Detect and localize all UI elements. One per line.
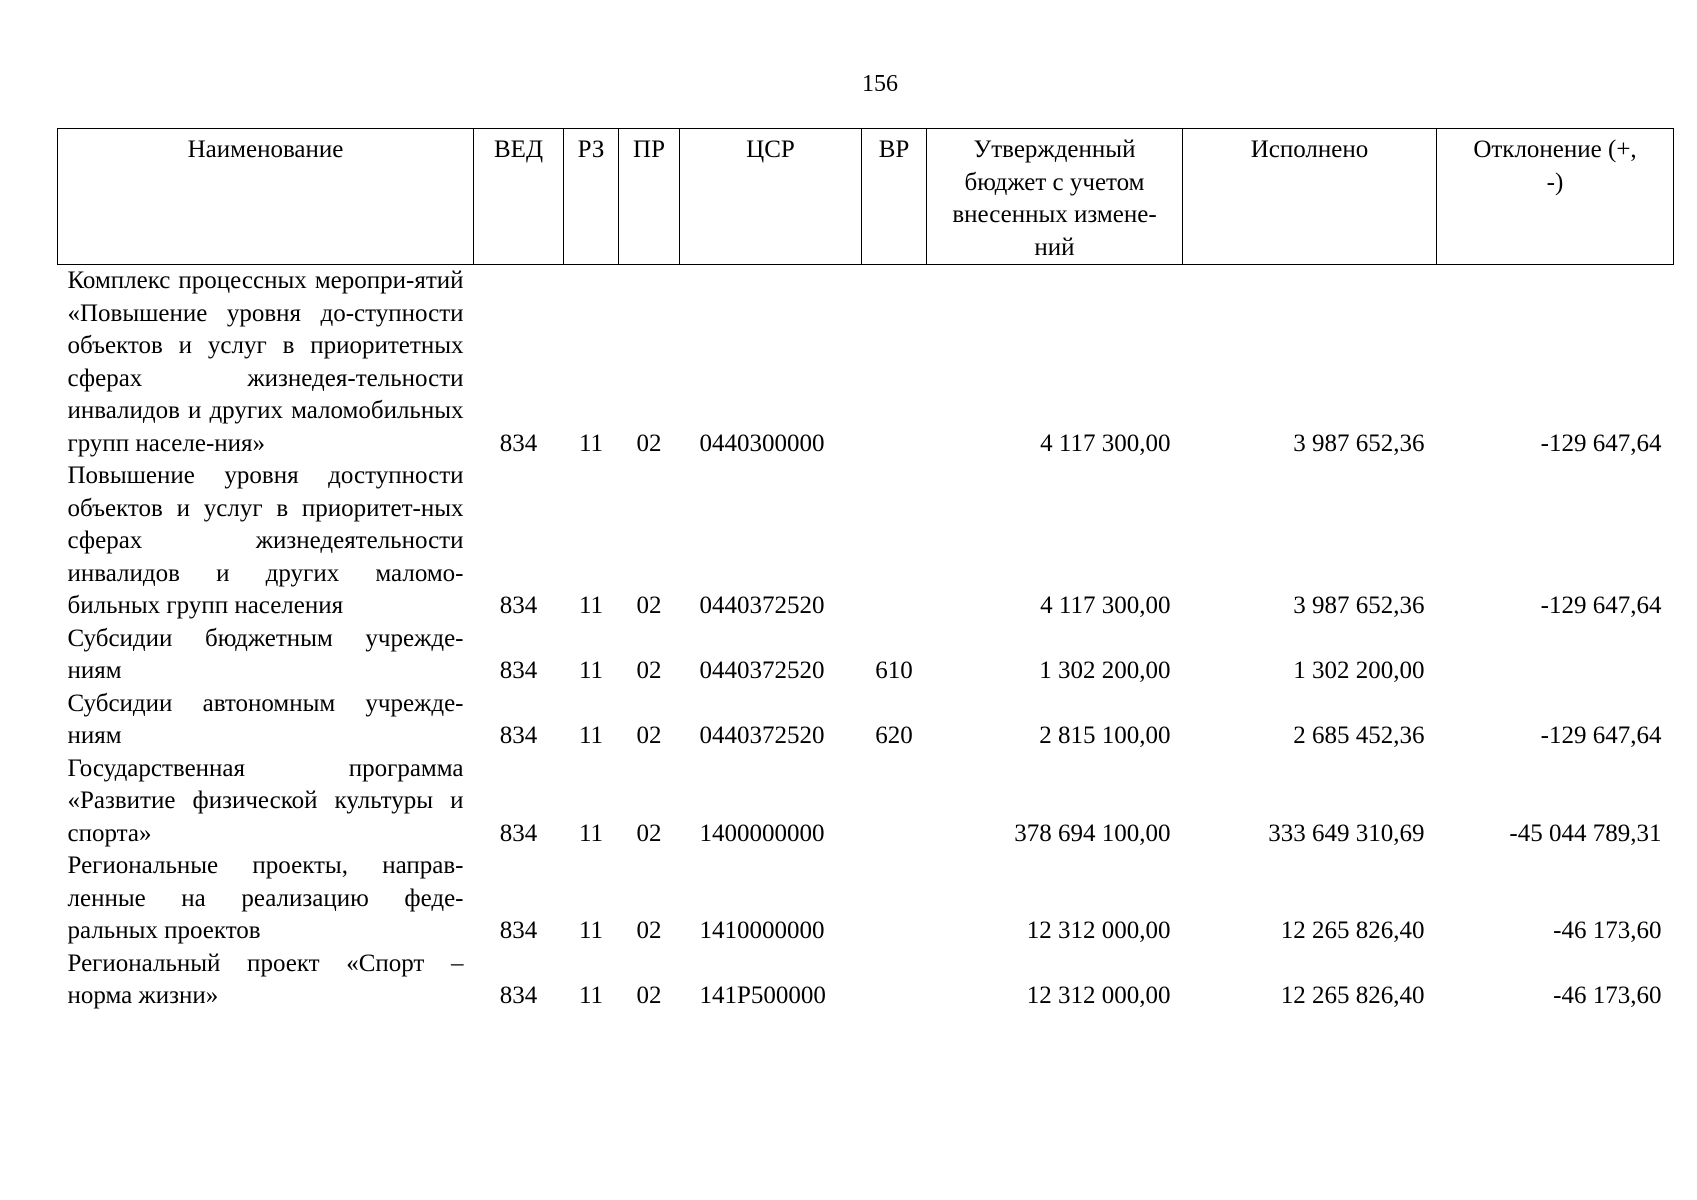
row-rz: 11	[578, 819, 604, 847]
row-pr: 02	[636, 657, 662, 684]
row-executed: 1 302 200,00	[1293, 657, 1425, 684]
table-row	[58, 948, 1674, 1013]
header-vr: ВР	[862, 129, 927, 265]
row-rz: 11	[578, 982, 604, 1009]
table-row	[58, 460, 1674, 623]
row-executed: 12 265 826,40	[1280, 917, 1425, 944]
row-approved: 12 312 000,00	[1026, 917, 1171, 944]
row-ved: 834	[499, 819, 538, 847]
row-approved: 12 312 000,00	[1026, 982, 1171, 1009]
row-executed: 3 987 652,36	[1293, 592, 1425, 619]
row-pr: 02	[636, 917, 662, 944]
header-csr: ЦСР	[680, 129, 862, 265]
row-rz: 11	[578, 722, 604, 749]
row-executed: 12 265 826,40	[1280, 982, 1425, 1009]
row-name: Комплекс процессных меропри-ятий «Повышение уровня до-ступности объектов и услуг в приоритетных сферах жизнедея-тельности инвалидов и других маломобильных групп населе-ния»	[67, 267, 464, 457]
row-vr	[862, 460, 927, 623]
table-row	[58, 753, 1674, 851]
row-vr	[862, 265, 927, 461]
row-csr: 1410000000	[699, 917, 825, 944]
row-approved: 1 302 200,00	[1039, 657, 1171, 684]
table-row	[58, 265, 1674, 461]
row-pr: 02	[636, 592, 662, 619]
table-body	[58, 265, 1674, 1013]
row-deviation: -129 647,64	[1540, 429, 1662, 457]
row-rz: 11	[578, 917, 604, 944]
row-deviation: -45 044 789,31	[1509, 819, 1662, 847]
row-approved: 4 117 300,00	[1040, 592, 1171, 619]
row-approved: 4 117 300,00	[1040, 429, 1171, 457]
row-ved: 834	[499, 429, 538, 457]
page-number: 156	[862, 71, 898, 97]
row-csr: 0440300000	[699, 429, 825, 457]
row-executed: 2 685 452,36	[1293, 722, 1425, 749]
table-row	[58, 623, 1674, 688]
header-executed: Исполнено	[1183, 129, 1437, 265]
row-name: Региональные проекты, направ-ленные на реализацию феде-ральных проектов	[67, 852, 464, 944]
row-pr: 02	[636, 819, 662, 847]
row-rz: 11	[578, 429, 604, 457]
header-ved: ВЕД	[474, 129, 564, 265]
row-rz: 11	[578, 657, 604, 684]
row-approved: 378 694 100,00	[1014, 819, 1171, 847]
row-deviation: -129 647,64	[1540, 592, 1662, 619]
header-approved-budget: Утвержденный бюджет с учетом внесенных измене-ний	[927, 129, 1183, 265]
row-approved: 2 815 100,00	[1039, 722, 1171, 749]
row-csr: 141P500000	[699, 982, 826, 1009]
row-name: Государственная программа «Развитие физической культуры и спорта»	[67, 754, 464, 847]
row-ved: 834	[499, 722, 538, 749]
row-vr: 610	[875, 657, 913, 684]
row-pr: 02	[636, 982, 662, 1009]
budget-execution-table	[57, 128, 1674, 1013]
row-csr: 0440372520	[699, 722, 825, 749]
row-ved: 834	[499, 657, 538, 684]
table-header	[58, 129, 1674, 265]
table-row	[58, 688, 1674, 753]
row-deviation: -46 173,60	[1553, 982, 1662, 1009]
row-pr: 02	[636, 722, 662, 749]
row-name: Субсидии автономным учрежде-ниям	[67, 689, 464, 749]
row-ved: 834	[499, 982, 538, 1009]
header-name: Наименование	[58, 129, 474, 265]
row-csr: 1400000000	[699, 819, 825, 847]
row-vr	[862, 850, 927, 948]
row-executed: 333 649 310,69	[1268, 819, 1425, 847]
row-csr: 0440372520	[699, 657, 825, 684]
row-deviation: -129 647,64	[1540, 722, 1662, 749]
row-name: Региональный проект «Спорт – норма жизни»	[67, 949, 464, 1009]
header-pr: ПР	[619, 129, 680, 265]
row-csr: 0440372520	[699, 592, 825, 619]
row-name: Субсидии бюджетным учрежде-ниям	[67, 624, 464, 684]
row-ved: 834	[499, 592, 538, 619]
row-executed: 3 987 652,36	[1293, 429, 1425, 457]
row-deviation	[1437, 623, 1674, 688]
header-rz: РЗ	[564, 129, 619, 265]
row-rz: 11	[578, 592, 604, 619]
row-ved: 834	[499, 917, 538, 944]
row-name: Повышение уровня доступности объектов и услуг в приоритет-ных сферах жизнедеятельности инвалидов и других маломо-бильных групп населения	[67, 462, 464, 619]
row-vr: 620	[875, 722, 913, 749]
row-deviation: -46 173,60	[1553, 917, 1662, 944]
table-row	[58, 850, 1674, 948]
row-vr	[862, 753, 927, 851]
row-vr	[862, 948, 927, 1013]
header-deviation: Отклонение (+, -)	[1437, 129, 1674, 265]
row-pr: 02	[636, 429, 662, 457]
